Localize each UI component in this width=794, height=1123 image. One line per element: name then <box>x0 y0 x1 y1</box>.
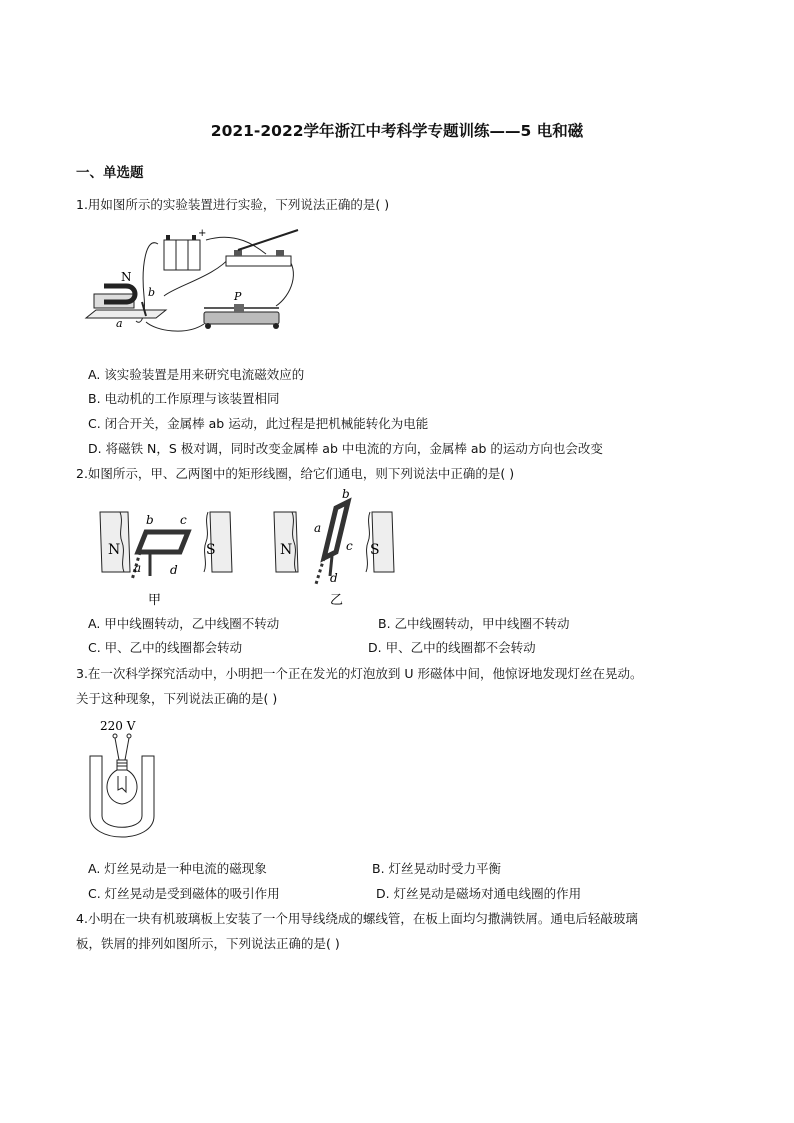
q2-jia-a: a <box>134 561 142 575</box>
q2-yi-N: N <box>280 542 293 558</box>
q1-option-b: B. 电动机的工作原理与该装置相同 <box>88 391 280 406</box>
q2-option-b: B. 乙中线圈转动，甲中线圈不转动 <box>378 616 570 631</box>
q2-jia-b: b <box>146 513 154 527</box>
q2-jia-N: N <box>108 542 121 558</box>
q3-option-d: D. 灯丝晃动是磁场对通电线圈的作用 <box>376 886 582 901</box>
q1-label-P: P <box>234 290 242 303</box>
q1-option-c: C. 闭合开关，金属棒 ab 运动，此过程是把机械能转化为电能 <box>88 416 429 431</box>
q3-option-b: B. 灯丝晃动时受力平衡 <box>372 861 502 876</box>
q1-figure-circuit <box>86 226 301 346</box>
q3-option-a: A. 灯丝晃动是一种电流的磁现象 <box>88 861 267 876</box>
q1-label-b: b <box>148 286 156 299</box>
q4-stem-line2: 板，铁屑的排列如图所示，下列说法正确的是( ) <box>76 936 340 951</box>
q2-jia-caption: 甲 <box>148 593 162 608</box>
q2-jia-d: d <box>170 563 178 577</box>
q3-stem-line1: 3.在一次科学探究活动中，小明把一个正在发光的灯泡放到 U 形磁体中间，他惊讶地发现灯丝在晃动。 <box>76 666 643 681</box>
q1-stem: 1.用如图所示的实验装置进行实验，下列说法正确的是( ) <box>76 197 390 212</box>
section-heading: 一、单选题 <box>76 165 144 181</box>
q1-label-plus: + <box>198 228 207 239</box>
q3-figure-bulb-magnet <box>84 716 164 852</box>
q2-jia-S: S <box>206 542 216 558</box>
q2-jia-c: c <box>180 513 187 527</box>
q3-voltage-label: 220 V <box>100 719 136 733</box>
q2-yi-caption: 乙 <box>330 593 344 608</box>
q1-label-N: N <box>121 270 132 284</box>
q2-yi-d: d <box>330 571 338 585</box>
q2-stem: 2.如图所示，甲、乙两图中的矩形线圈，给它们通电，则下列说法中正确的是( ) <box>76 466 515 481</box>
document-title: 2021-2022学年浙江中考科学专题训练——5 电和磁 <box>210 122 584 140</box>
q1-option-a: A. 该实验装置是用来研究电流磁效应的 <box>88 367 305 382</box>
q1-label-a: a <box>116 317 123 330</box>
q2-figure-jia <box>100 492 250 612</box>
q2-yi-c: c <box>346 539 353 553</box>
q2-yi-S: S <box>370 542 380 558</box>
q2-yi-a: a <box>314 521 322 535</box>
q2-option-a: A. 甲中线圈转动，乙中线圈不转动 <box>88 616 280 631</box>
q2-option-c: C. 甲、乙中的线圈都会转动 <box>88 640 243 655</box>
q1-option-d: D. 将磁铁 N，S 极对调，同时改变金属棒 ab 中电流的方向，金属棒 ab 的运动方向也会改变 <box>88 441 603 456</box>
q2-yi-b: b <box>342 487 350 501</box>
q2-figure-yi <box>274 488 404 612</box>
q4-stem-line1: 4.小明在一块有机玻璃板上安装了一个用导线绕成的螺线管，在板上面均匀撒满铁屑。通电后轻敲玻璃 <box>76 911 638 926</box>
q3-option-c: C. 灯丝晃动是受到磁体的吸引作用 <box>88 886 280 901</box>
q2-option-d: D. 甲、乙中的线圈都不会转动 <box>368 640 536 655</box>
q3-stem-line2: 关于这种现象，下列说法正确的是( ) <box>76 691 278 706</box>
